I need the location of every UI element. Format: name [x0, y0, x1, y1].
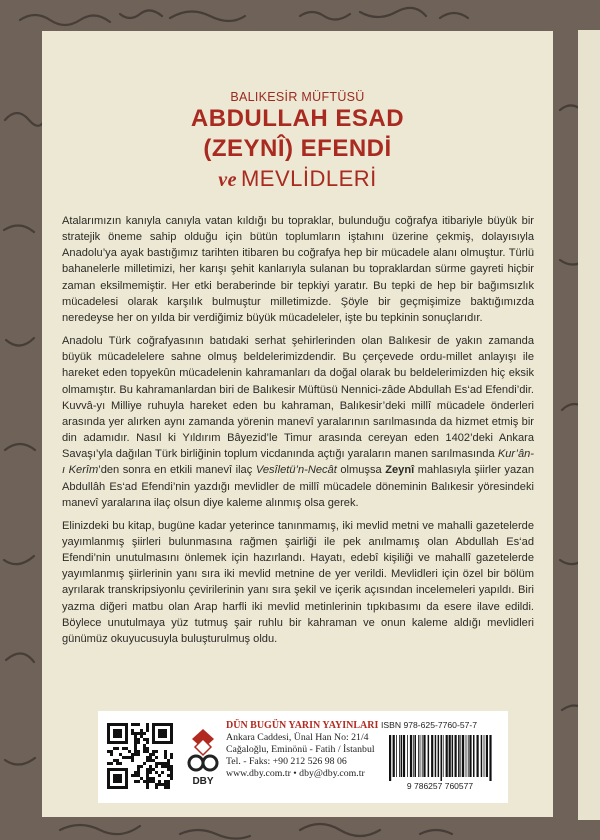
paragraph-2-part-4: mahlasıyla şiirler yazan Abdullâh Es‘ad Efendi’nin yazdığı mevlidler de millî mücadele döneminin Balıkesir yöresindeki manevî yaralarına ilaç olsun diye kaleme alınmış olsa gerek. [62, 464, 534, 509]
web-email: www.dby.com.tr • dby@dby.com.tr [226, 768, 365, 779]
isbn-label: ISBN 978-625-7760-57-7 [381, 720, 478, 730]
paragraph-2-part-1: Anadolu Türk coğrafyasının batıdaki serhat şehirlerinden olan Balıkesir de yakın zamanda büyük mücadelelere sahne olmuş beldelerimizdendir. Bu çerçevede ordu-millet anlayışı ile hareket eden topyekûn mücadelenin kahramanları da doğal olarak bu beldelerimizden hiç eksik olmamıştır. Bu kahramanlardan biri de Balıkesir Müftüsü Nennici-zâde Abdullah Es‘ad Efendi’dir. Kuvvâ-yı Milliye ruhuyla hareket eden bu kahraman, Balıkesir’deki millî mücadele önderleri arasında yer alırken aynı zamanda yörenin manevî yaralarının sarılmasında da hizmet etmiş bir din adamıdır. Nasıl ki Yıldırım Bâyezid’le Timur arasında cereyan eden 1402’deki Ankara Savaşı’yla dağılan Türk birliğinin toplum vicdanında açtığı yaraların manen sarılmasında [62, 335, 534, 461]
paragraph-3: Elinizdeki bu kitap, bugüne kadar yeterince tanınmamış, iki mevlid metni ve mahalli gazetelerde yayımlanmış şiirleri bulunmasına rağmen şairliği ile pek anılmamış olan Abdullah Es‘ad Efendi’nin unutulmasını önlemek için hazırlandı. Hayatı, edebî kişiliği ve mahallî gazetelerde yayımlanmış şiirlerinin yanı sıra iki mevlid metnine de yer verildi. Mevlidleri için özel bir bölüm ayrılarak transkripsiyonlu çevirilerinin yanı sıra şekil ve içerik açısından incelemeleri yapıldı. Biri yazma diğeri matbu olan Arap harfli iki mevlid metinlerinin tıpkıbasımı da esere ilave edildi. Böylece unutulmaya yüz tutmuş şair ruhlu bir kahraman ve onun kaleme aldığı mevlidleri günümüz okuyucusuyla buluşturulmuş oldu. [62, 519, 534, 645]
paragraph-2-part-2: ’den sonra en etkili manevî ilaç [98, 464, 256, 477]
phone-fax: Tel. - Faks: +90 212 526 98 06 [226, 756, 347, 767]
paragraph-2-italic-2: Vesîletü’n-Necât [255, 464, 337, 477]
publisher-name: DÜN BUGÜN YARIN YAYINLARI [226, 720, 379, 731]
publisher-logo [184, 725, 222, 787]
blurb-text [62, 213, 534, 654]
paragraph-2-bold-1: Zeynî [385, 464, 415, 477]
publisher-info [226, 720, 378, 780]
title-ve: ve [218, 169, 237, 191]
paragraph-2-part-3: olmuşsa [336, 464, 386, 477]
adjacent-page-edge [578, 30, 600, 820]
title-line-1: ABDULLAH ESAD [190, 105, 405, 132]
address-line-1: Ankara Caddesi, Ünal Han No: 21/4 [226, 732, 369, 743]
back-cover-panel [42, 31, 553, 817]
paragraph-2 [62, 333, 534, 511]
isbn-barcode [381, 733, 499, 791]
address-line-2: Cağaloğlu, Eminönü - Fatih / İstanbul [226, 744, 375, 755]
paragraph-2-italic-1: Kur’ân-ı Kerîm [62, 448, 534, 477]
title-mevlidleri: MEVLİDLERİ [240, 166, 377, 191]
publisher-footer [98, 711, 508, 803]
logo-text: DBY [192, 776, 214, 787]
paragraph-1: Atalarımızın kanıyla canıyla vatan kıldığı bu topraklar, bulunduğu coğrafya itibariyle büyük bir stratejik öneme sahip olduğu için bütün toplumların iştahını üzerine çekmiş, dolayısıyla Anadolu’ya ayak bastığımız tarihten itibaren bu coğrafya hep bir mücadele alanı olmuştur. Türlü bahanelerle milletimizi, her karışı şehit kanlarıyla sulanan bu topraklardan sürme gayreti hiçbir zaman eksilmemiştir. Her etki beraberinde bir tepkiyi yaratır. Bu tepki de hep bir bağımsızlık mücadelesi olarak karşılık bulmuştur milletimizde. Şöyle bir geçmişimize baktığımızda neredeyse her on yılda bir verdiğimiz büyük mücadeleler, işte bu tepkinin sonuçlarıdır. [62, 215, 534, 324]
author-subtitle: BALIKESİR MÜFTÜSÜ [230, 90, 365, 104]
title-line-3 [42, 164, 553, 195]
qr-code [107, 723, 173, 789]
barcode-digits: 9 786257 760577 [406, 781, 474, 791]
title-line-2: (ZEYNÎ) EFENDİ [203, 135, 392, 162]
